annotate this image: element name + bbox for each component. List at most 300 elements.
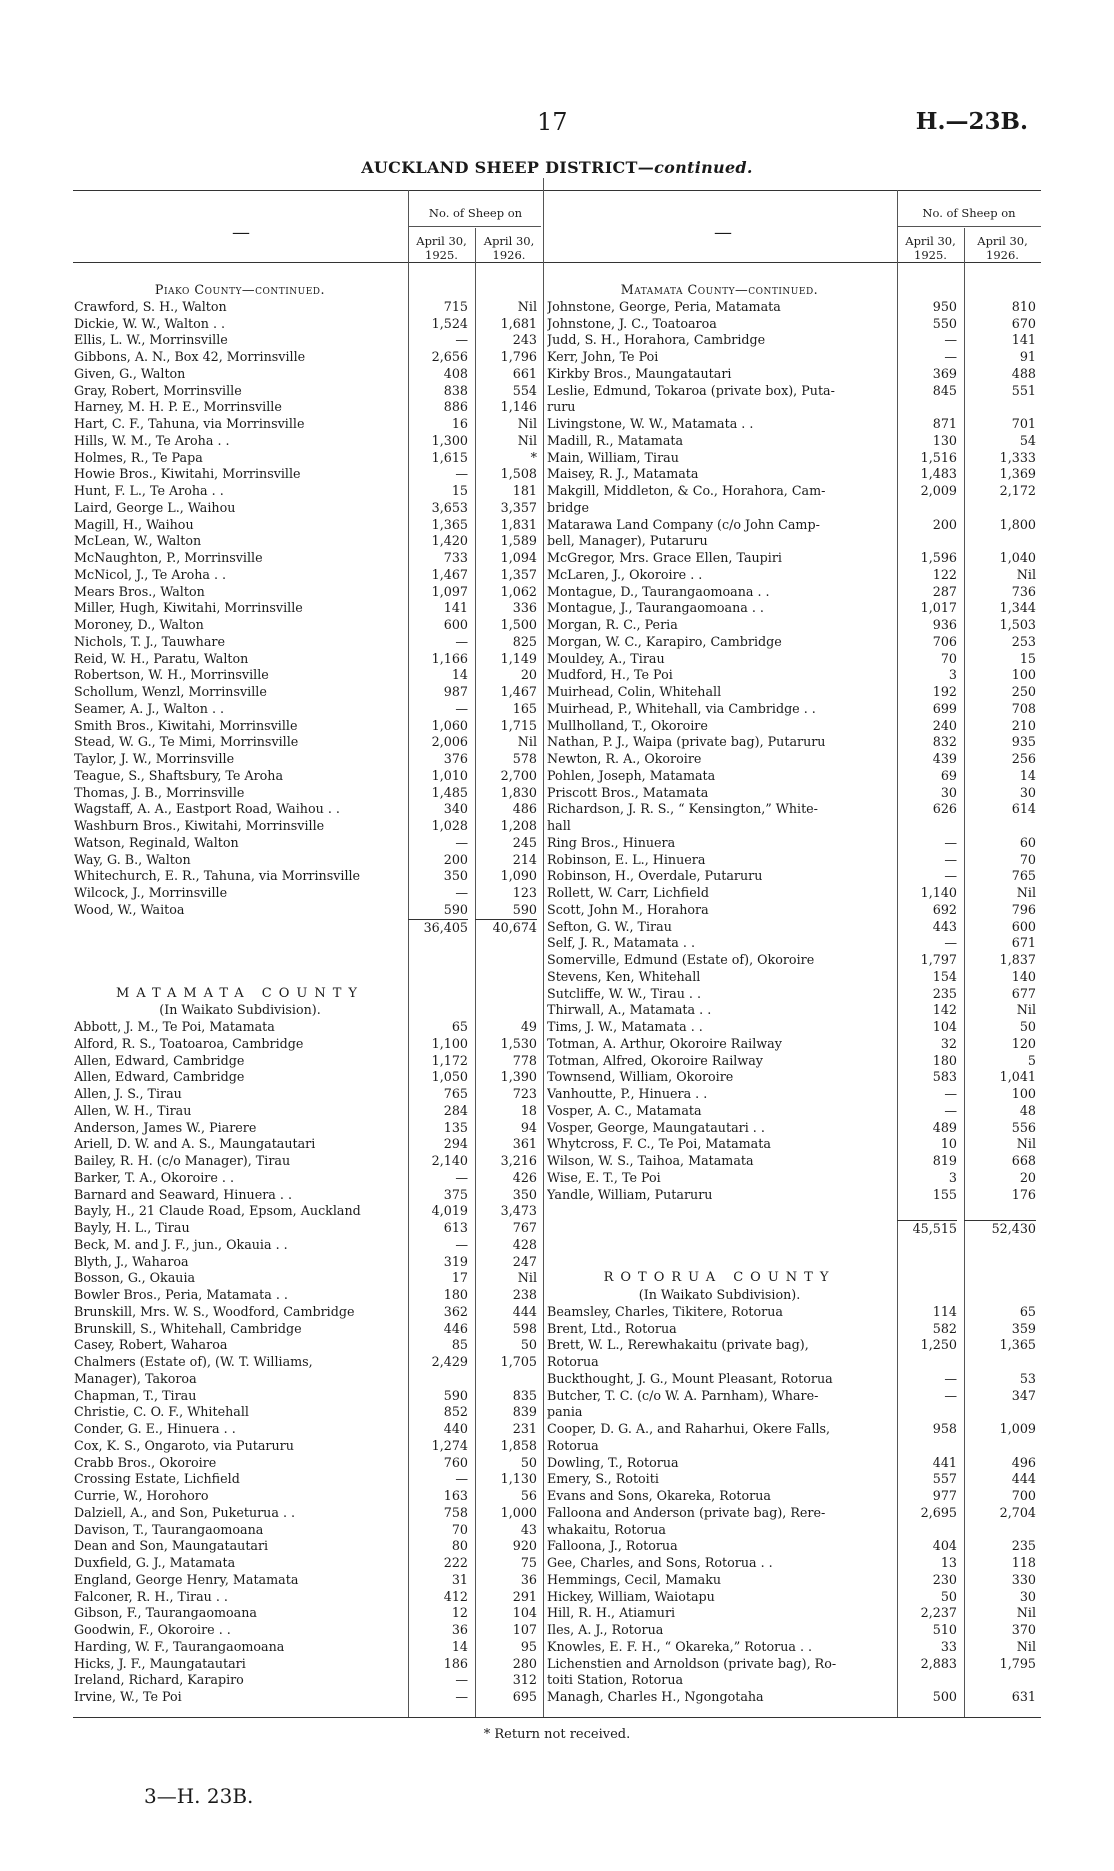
county-heading-text: MATAMATA COUNTY: [116, 985, 364, 1001]
owner-name: Davison, T., Taurangaomoana: [74, 1521, 264, 1537]
sheep-1926: 1,041: [999, 1069, 1036, 1085]
left-table-row: [74, 1538, 541, 1555]
owner-name: Morgan, W. C., Karapiro, Cambridge: [547, 633, 782, 649]
sheep-1925: 32: [940, 1035, 957, 1051]
owner-name: Sefton, G. W., Tirau: [547, 918, 672, 934]
owner-name: Allen, J. S., Tirau: [74, 1086, 182, 1101]
left-table-row: [74, 835, 541, 852]
left-table-row: [74, 1120, 541, 1137]
sheep-1925: 141: [443, 600, 468, 616]
owner-name: Nathan, P. J., Waipa (private bag), Putaruru: [547, 734, 826, 750]
sheep-1926: 123: [512, 885, 537, 900]
right-table-row: [547, 1153, 1041, 1170]
sheep-1925: 13: [940, 1555, 957, 1570]
right-table-row: [547, 1404, 1041, 1421]
right-table-row: [547, 969, 1041, 986]
sheep-1925: 2,695: [920, 1504, 957, 1520]
left-table-row: [74, 734, 541, 751]
owner-name: Totman, Alfred, Okoroire Railway: [547, 1052, 763, 1068]
right-table-row: [547, 500, 1041, 517]
right-header-col1: [897, 234, 964, 262]
sheep-1926: 104: [512, 1605, 537, 1621]
right-table-row: [547, 684, 1041, 701]
sheep-1926: 496: [1011, 1454, 1036, 1470]
owner-name: Johnstone, J. C., Toatoaroa: [547, 315, 717, 331]
owner-name: Gibbons, A. N., Box 42, Morrinsville: [74, 349, 306, 364]
left-table-row: [74, 868, 541, 885]
sheep-1925: 36: [451, 1622, 468, 1637]
left-table-row: [74, 1488, 541, 1505]
owner-name: Priscott Bros., Matamata: [547, 784, 709, 800]
right-table-row: [547, 835, 1041, 852]
sheep-1926: 488: [1011, 365, 1036, 381]
sheep-1925: 412: [443, 1588, 468, 1604]
sheep-1926: 1,795: [999, 1655, 1036, 1671]
owner-name: Wilson, W. S., Taihoa, Matamata: [547, 1153, 754, 1168]
sheep-1926: 141: [1011, 332, 1036, 348]
sheep-1926: 100: [1011, 1086, 1036, 1101]
sheep-1925: —: [455, 466, 468, 482]
right-table-row: [547, 902, 1041, 919]
left-table-row: [74, 366, 541, 383]
sheep-1925: 376: [443, 751, 468, 766]
sheep-1926: 796: [1011, 901, 1036, 917]
owner-name: Brunskill, Mrs. W. S., Woodford, Cambridge: [74, 1303, 355, 1319]
owner-name: Wise, E. T., Te Poi: [547, 1169, 661, 1185]
right-table-row: [547, 383, 1041, 400]
owner-name: Crossing Estate, Lichfield: [74, 1471, 240, 1487]
sheep-1925: 80: [451, 1538, 468, 1554]
owner-name: Seamer, A. J., Walton . .: [74, 700, 225, 716]
left-table-row: [74, 1287, 541, 1304]
sheep-1925: —: [944, 834, 957, 850]
sheep-1925: —: [944, 1387, 957, 1403]
sheep-1925: 230: [932, 1571, 957, 1587]
sheep-1926: 120: [1011, 1035, 1036, 1051]
left-table-row: [74, 332, 541, 349]
sheep-1925: 2,429: [431, 1354, 468, 1369]
owner-name: Madill, R., Matamata: [547, 432, 684, 448]
left-table-row: [74, 885, 541, 902]
sheep-1926: 1,715: [500, 717, 537, 733]
sheep-1926: 444: [1011, 1471, 1036, 1487]
sheep-1926: 56: [520, 1488, 537, 1503]
owner-name: Howie Bros., Kiwitahi, Morrinsville: [74, 466, 301, 482]
right-table-row: [547, 316, 1041, 333]
left-spacer: [74, 969, 541, 986]
sheep-1925: 510: [932, 1622, 957, 1637]
sheep-1926: 598: [512, 1320, 537, 1336]
sheep-1926: 3,357: [500, 499, 537, 515]
sheep-1925: —: [455, 834, 468, 850]
sheep-1925: 1,140: [920, 885, 957, 900]
sheep-1926: 1,858: [500, 1437, 537, 1453]
owner-name: Dickie, W. W., Walton . .: [74, 315, 226, 331]
owner-name: Magill, H., Waihou: [74, 516, 194, 532]
subdivision-text: (In Waikato Subdivision).: [638, 1287, 801, 1302]
right-table-row: [547, 1572, 1041, 1589]
owner-name: Gee, Charles, and Sons, Rotorua . .: [547, 1555, 773, 1570]
sheep-1925: 2,140: [431, 1153, 468, 1168]
owner-name: Laird, George L., Waihou: [74, 499, 236, 515]
sheep-1925: 130: [932, 432, 957, 448]
left-table-row: [74, 684, 541, 701]
owner-name: Evans and Sons, Okareka, Rotorua: [547, 1488, 771, 1503]
sheep-1926: 767: [512, 1220, 537, 1235]
left-table-row: [74, 1471, 541, 1488]
right-table-row: [547, 1505, 1041, 1522]
owner-name: Johnstone, George, Peria, Matamata: [547, 298, 781, 314]
sheep-1926: 140: [1011, 968, 1036, 984]
left-table-row: [74, 500, 541, 517]
right-table-row: [547, 1605, 1041, 1622]
sheep-1925: 446: [443, 1320, 468, 1336]
sheep-1926: 330: [1011, 1571, 1036, 1587]
sheep-1925: 1,010: [431, 767, 468, 783]
right-table-row: [547, 1388, 1041, 1405]
owner-name: Hill, R. H., Atiamuri: [547, 1605, 676, 1621]
right-spacer: [547, 1237, 1041, 1254]
owner-name: Holmes, R., Te Papa: [74, 449, 203, 465]
sheep-1926: 1,208: [500, 818, 537, 833]
owner-name: McNaughton, P., Morrinsville: [74, 550, 263, 565]
left-header-col1: [408, 234, 475, 262]
right-table-row: [547, 919, 1041, 936]
left-table-row: [74, 550, 541, 567]
signature-mark: 3—H. 23B.: [144, 1784, 254, 1808]
left-table-row: [74, 1672, 541, 1689]
right-table-row: [547, 768, 1041, 785]
sheep-1925: —: [455, 700, 468, 716]
owner-name: Moroney, D., Walton: [74, 617, 204, 632]
left-table-row: [74, 1136, 541, 1153]
sheep-1926: 671: [1011, 935, 1036, 951]
right-table-row: [547, 1488, 1041, 1505]
sheep-1925: 936: [932, 617, 957, 632]
right-table-row: [547, 852, 1041, 869]
sheep-1925: 1,596: [920, 550, 957, 565]
owner-name: Stead, W. G., Te Mimi, Morrinsville: [74, 734, 299, 750]
left-table-row: [74, 1455, 541, 1472]
table-header-rule: [73, 262, 1041, 263]
right-table-row: [547, 1589, 1041, 1606]
sheep-1926: 247: [512, 1253, 537, 1269]
left-table-row: [74, 634, 541, 651]
right-table-row: [547, 299, 1041, 316]
sheep-1926: 1,369: [999, 466, 1036, 482]
sheep-1926: 20: [1019, 1169, 1036, 1185]
owner-name: Knowles, E. F. H., “ Okareka,” Rotorua . .: [547, 1638, 813, 1654]
total-1925: 36,405: [408, 919, 468, 937]
left-table-row: [74, 567, 541, 584]
owner-name: Chalmers (Estate of), (W. T. Williams,: [74, 1354, 313, 1369]
owner-name: Ireland, Richard, Karapiro: [74, 1672, 244, 1688]
sheep-1926: 70: [1019, 851, 1036, 867]
total-1925: 45,515: [897, 1220, 957, 1238]
sheep-1925: —: [455, 633, 468, 649]
left-table-row: [74, 1036, 541, 1053]
owner-name: Bayly, H., 21 Claude Road, Epsom, Auckland: [74, 1203, 361, 1219]
sheep-1926: 50: [520, 1454, 537, 1470]
sheep-1925: —: [455, 1169, 468, 1185]
sheep-1925: 819: [932, 1153, 957, 1168]
sheep-1925: 760: [443, 1454, 468, 1470]
owner-name: Crawford, S. H., Walton: [74, 298, 227, 314]
owner-name: Manager), Takoroa: [74, 1370, 197, 1386]
owner-name: Hunt, F. L., Te Aroha . .: [74, 483, 224, 498]
table-top-rule: [73, 190, 1041, 191]
owner-name: McNicol, J., Te Aroha . .: [74, 566, 227, 582]
sheep-1925: 715: [443, 298, 468, 314]
sheep-1926: 1,589: [500, 533, 537, 549]
sheep-1926: 614: [1011, 801, 1036, 817]
left-table-row: [74, 651, 541, 668]
sheep-1926: Nil: [1016, 1002, 1036, 1018]
owner-name: Morgan, R. C., Peria: [547, 617, 678, 632]
sheep-1925: 439: [932, 751, 957, 766]
sheep-1925: 590: [443, 1387, 468, 1403]
owner-name: Hicks, J. F., Maungatautari: [74, 1655, 246, 1671]
sheep-1925: 362: [443, 1303, 468, 1319]
right-header-col2-line2: 1926.: [986, 248, 1019, 262]
sheep-1925: 12: [451, 1605, 468, 1621]
owner-name: Allen, W. H., Tirau: [74, 1102, 192, 1118]
right-table-row: [547, 433, 1041, 450]
sheep-1926: 100: [1011, 667, 1036, 683]
left-table-row: [74, 1404, 541, 1421]
right-table-row: [547, 600, 1041, 617]
left-table-row: [74, 1220, 541, 1237]
left-table-row: [74, 1371, 541, 1388]
right-table-row: [547, 935, 1041, 952]
right-subdivision-note: [547, 1287, 1041, 1304]
sheep-1925: 699: [932, 700, 957, 716]
owner-name: Bosson, G., Okauia: [74, 1270, 196, 1286]
right-table-row: [547, 349, 1041, 366]
sheep-1926: 1,503: [999, 617, 1036, 632]
sheep-1926: 1,333: [999, 449, 1036, 465]
sheep-1926: Nil: [1016, 1605, 1036, 1621]
sheep-1926: 677: [1011, 985, 1036, 1001]
sheep-1926: 350: [512, 1186, 537, 1202]
sheep-1925: 765: [443, 1086, 468, 1101]
owner-name: Brett, W. L., Rerewhakaitu (private bag),: [547, 1337, 809, 1353]
sheep-1925: —: [944, 1370, 957, 1386]
owner-name: England, George Henry, Matamata: [74, 1571, 299, 1587]
right-table-row: [547, 1689, 1041, 1706]
sheep-1925: 135: [443, 1119, 468, 1135]
title-continued: —continued.: [637, 158, 753, 177]
sheep-1926: 238: [512, 1287, 537, 1302]
right-table-row: [547, 1002, 1041, 1019]
right-table-row: [547, 701, 1041, 718]
owner-name: Rotorua: [547, 1437, 599, 1453]
owner-name: Rotorua: [547, 1354, 599, 1369]
sheep-1925: 987: [443, 684, 468, 699]
sheep-1925: —: [455, 885, 468, 900]
sheep-1926: 36: [520, 1571, 537, 1587]
left-table-row: [74, 1438, 541, 1455]
sheep-1925: —: [944, 868, 957, 884]
sheep-1925: 838: [443, 382, 468, 398]
sheep-1925: 4,019: [431, 1203, 468, 1219]
sheep-1925: 294: [443, 1136, 468, 1152]
right-table-row: [547, 1053, 1041, 1070]
owner-name: Robinson, E. L., Hinuera: [547, 851, 706, 867]
left-header-col2-line2: 1926.: [492, 248, 526, 262]
owner-name: Kerr, John, Te Poi: [547, 349, 659, 364]
sheep-1926: 53: [1019, 1370, 1036, 1386]
owner-name: Allen, Edward, Cambridge: [74, 1052, 245, 1068]
sheep-1926: 2,700: [500, 767, 537, 783]
sheep-1925: 590: [443, 901, 468, 917]
right-table-row: [547, 1187, 1041, 1204]
right-table-row: [547, 332, 1041, 349]
sheep-1925: 180: [443, 1287, 468, 1302]
sheep-1926: 60: [1019, 834, 1036, 850]
sheep-1925: 287: [932, 583, 957, 599]
right-table-row: [547, 952, 1041, 969]
owner-name: Reid, W. H., Paratu, Walton: [74, 650, 249, 666]
right-table-row: [547, 1672, 1041, 1689]
sheep-1926: 370: [1011, 1622, 1036, 1637]
owner-name: Brunskill, S., Whitehall, Cambridge: [74, 1320, 302, 1336]
left-table-row: [74, 533, 541, 550]
owner-name: Given, G., Walton: [74, 365, 186, 381]
sheep-1925: —: [455, 1471, 468, 1487]
sheep-1925: 2,656: [431, 349, 468, 364]
sheep-1926: 1,390: [500, 1069, 537, 1085]
left-table-row: [74, 1505, 541, 1522]
right-table-row: [547, 818, 1041, 835]
owner-name: Chapman, T., Tirau: [74, 1387, 197, 1403]
owner-name: Robinson, H., Overdale, Putaruru: [547, 868, 763, 884]
owner-name: Barker, T. A., Okoroire . .: [74, 1169, 235, 1185]
right-table-row: [547, 734, 1041, 751]
sheep-1926: 1,837: [999, 952, 1036, 967]
right-table-row: [547, 617, 1041, 634]
left-table-row: [74, 667, 541, 684]
sheep-1925: 557: [932, 1471, 957, 1487]
sheep-1926: 1,009: [999, 1421, 1036, 1436]
sheep-1926: 20: [520, 667, 537, 683]
owner-name: Kirkby Bros., Maungatautari: [547, 365, 732, 381]
sheep-1926: 181: [512, 483, 537, 498]
owner-name: Tims, J. W., Matamata . .: [547, 1019, 703, 1034]
owner-name: Harding, W. F., Taurangaomoana: [74, 1638, 285, 1654]
table-bottom-rule: [73, 1717, 1041, 1718]
owner-name: Cox, K. S., Ongaroto, via Putaruru: [74, 1437, 294, 1453]
left-table-row: [74, 1656, 541, 1673]
owner-name: Self, J. R., Matamata . .: [547, 935, 695, 951]
sheep-1926: 428: [512, 1236, 537, 1252]
sheep-1925: —: [455, 1236, 468, 1252]
left-table-row: [74, 299, 541, 316]
right-table-row: [547, 785, 1041, 802]
sheep-1926: 631: [1011, 1689, 1036, 1704]
owner-name: Casey, Robert, Waharoa: [74, 1337, 228, 1353]
owner-name: Montague, D., Taurangaomoana . .: [547, 583, 770, 599]
owner-name: Ellis, L. W., Morrinsville: [74, 332, 228, 348]
owner-name: Buckthought, J. G., Mount Pleasant, Rotorua: [547, 1370, 833, 1386]
owner-name: Anderson, James W., Piarere: [74, 1119, 257, 1135]
sheep-1925: 1,516: [920, 449, 957, 465]
sheep-1926: 94: [520, 1119, 537, 1135]
right-table-row: [547, 1522, 1041, 1539]
page-number: 17: [537, 108, 568, 136]
section-heading-text: Matamata County—continued.: [620, 282, 819, 297]
owner-name: Cooper, D. G. A., and Raharhui, Okere Falls,: [547, 1421, 831, 1436]
right-table-row: [547, 1321, 1041, 1338]
right-table-row: [547, 1371, 1041, 1388]
sheep-1926: 231: [512, 1421, 537, 1436]
sheep-1926: 91: [1019, 349, 1036, 364]
left-table-row: [74, 617, 541, 634]
owner-name: Schollum, Wenzl, Morrinsville: [74, 684, 267, 699]
owner-name: ruru: [547, 399, 576, 415]
right-table-row: [547, 801, 1041, 818]
right-table-row: [547, 751, 1041, 768]
document-reference: H.—23B.: [915, 108, 1028, 135]
owner-name: Irvine, W., Te Poi: [74, 1689, 182, 1704]
owner-name: Robertson, W. H., Morrinsville: [74, 667, 269, 683]
sheep-1926: 235: [1011, 1538, 1036, 1554]
owner-name: Ariell, D. W. and A. S., Maungatautari: [74, 1136, 316, 1152]
owner-name: McLaren, J., Okoroire . .: [547, 566, 703, 582]
sheep-1926: 600: [1011, 918, 1036, 934]
right-table-row: [547, 1455, 1041, 1472]
owner-name: Bailey, R. H. (c/o Manager), Tirau: [74, 1153, 291, 1168]
sheep-1926: 551: [1011, 382, 1036, 398]
sheep-1926: 1,830: [500, 784, 537, 800]
owner-name: Dowling, T., Rotorua: [547, 1454, 679, 1470]
left-table-row: [74, 1304, 541, 1321]
owner-name: Hills, W. M., Te Aroha . .: [74, 432, 230, 448]
sheep-1926: 1,062: [500, 583, 537, 599]
sheep-1926: Nil: [517, 432, 537, 448]
owner-name: Bayly, H. L., Tirau: [74, 1220, 190, 1235]
owner-name: Pohlen, Joseph, Matamata: [547, 767, 716, 783]
right-table-row: [547, 986, 1041, 1003]
sheep-1925: 600: [443, 617, 468, 632]
sheep-1925: 1,420: [431, 533, 468, 549]
sheep-1926: 444: [512, 1303, 537, 1319]
right-table-row: [547, 1538, 1041, 1555]
sheep-1926: 245: [512, 834, 537, 850]
left-subdivision-note: [74, 1002, 541, 1019]
owner-name: Whytcross, F. C., Te Poi, Matamata: [547, 1136, 771, 1152]
right-table-row: [547, 483, 1041, 500]
sheep-1925: 408: [443, 365, 468, 381]
left-table-row: [74, 1388, 541, 1405]
sheep-1925: 1,524: [431, 315, 468, 331]
sheep-1926: 30: [1019, 784, 1036, 800]
sheep-1926: 2,172: [999, 483, 1036, 498]
right-header-col1-line2: 1925.: [914, 248, 947, 262]
sheep-1925: 3,653: [431, 499, 468, 515]
sheep-1926: 1,530: [500, 1035, 537, 1051]
sheep-1925: 2,006: [431, 734, 468, 750]
sheep-1925: 69: [940, 767, 957, 783]
owner-name: Muirhead, P., Whitehall, via Cambridge . .: [547, 700, 816, 716]
sheep-1925: 65: [451, 1019, 468, 1034]
left-table-row: [74, 1337, 541, 1354]
left-table-row: [74, 1639, 541, 1656]
owner-name: Bowler Bros., Peria, Matamata . .: [74, 1287, 288, 1302]
sheep-1926: 65: [1019, 1303, 1036, 1319]
owner-name: bell, Manager), Putaruru: [547, 533, 708, 549]
sheep-1926: 839: [512, 1404, 537, 1420]
